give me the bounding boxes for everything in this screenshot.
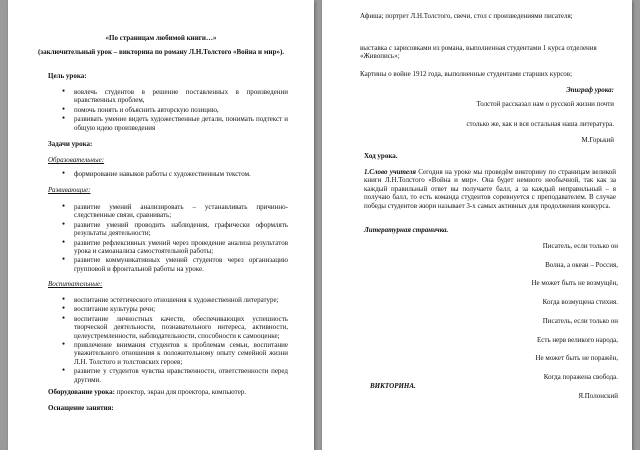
- developing-heading: Развивающие:: [48, 186, 91, 194]
- poem-line: Не может быть не поражён,: [535, 354, 618, 363]
- course-heading: Ход урока.: [364, 152, 398, 160]
- list-item: ● привлечение внимания студентов к проблемам семьи, воспитание уважительного отношения к положительному опыту семейной жизни Л.Н. Толстого и толстовских героев;: [60, 341, 288, 366]
- list-item: ● вовлечь студентов в решение поставленных в произведении нравственных проблем,: [60, 88, 288, 105]
- equipment-label: Оборудование урока:: [48, 388, 115, 396]
- list-item: ● воспитание личностных качеств, обеспечивающих успешность творческой деятельности, познавательного интереса, активности, целеустремленности, наблюдательности, способности к самооценке;: [60, 315, 288, 340]
- outfit-heading: Оснащение занятия:: [48, 404, 114, 412]
- epigraph-heading: Эпиграф урока:: [566, 86, 614, 94]
- page-subtitle: (заключительный урок – викторина по роману Л.Н.Толстого «Война и мир»).: [37, 48, 285, 56]
- quiz-heading: ВИКТОРИНА.: [370, 382, 416, 390]
- educational-list: [60, 170, 288, 179]
- body-line: Картины о войне 1912 года, выполненные студентами старших курсов;: [360, 70, 573, 78]
- equipment-line: [48, 388, 298, 396]
- goal-list: [60, 88, 288, 133]
- list-item: ● формирование навыков работы с художественным текстом.: [60, 170, 288, 178]
- equipment-text: проектор, экран для проектора, компьютер.: [114, 388, 247, 396]
- literary-heading: Литературная страничка.: [364, 226, 449, 234]
- list-item: ● воспитание культуры речи;: [60, 305, 288, 313]
- list-item: ● развивать умение видеть художественные детали, понимать подтекст и общую идею произведения: [60, 115, 288, 132]
- epigraph-line: столько же, как и вся остальная наша литература.: [466, 120, 614, 128]
- poem-author: Я.Полонский: [578, 391, 618, 400]
- list-item: ● развитие рефлексивных умений через проведение анализа результатов урока и самоанализа самостоятельной работы;: [60, 239, 288, 256]
- list-item: ● развитие умений проводить наблюдения, графически оформлять результаты деятельности;: [60, 221, 288, 238]
- body-line: Афиша; портрет Л.Н.Толстого, свечи, стол с произведениями писателя;: [360, 12, 573, 20]
- list-item: ● развитие умений анализировать – устанавливать причинно-следственные связи, сравнивать;: [60, 203, 288, 220]
- goal-heading: Цель урока:: [48, 72, 87, 80]
- teacher-label: 1.Слово учителя: [364, 168, 416, 176]
- poem-line: Писатель, если только он: [542, 316, 618, 325]
- upbringing-list: [60, 296, 288, 385]
- left-document-page: [8, 0, 314, 450]
- poem-line: Есть нерв великого народа,: [537, 335, 618, 344]
- epigraph-line: Толстой рассказал нам о русской жизни почти: [476, 100, 614, 108]
- list-item: ● воспитание эстетического отношения к художественной литературе;: [60, 296, 288, 304]
- page-title: «По страницам любимой книги…»: [105, 34, 217, 42]
- body-line: выставка с зарисовками из романа, выполненная студентами 1 курса отделения «Живопись»;: [360, 44, 597, 61]
- poem-line: Волна, а океан – Россия,: [545, 260, 618, 269]
- educational-heading: Образовательные:: [48, 156, 105, 164]
- list-item: ● развитие коммуникативных умений студентов через организацию групповой и фронтальной работы на уроке.: [60, 256, 288, 273]
- poem-line: Когда поражена свобода.: [543, 372, 618, 381]
- list-item: ● помочь понять и объяснить авторскую позицию,: [60, 106, 288, 114]
- teacher-text: Сегодня на уроке мы проведём викторину по страницам великой книги Л.Н.Толстого «Война и мир». Она будет немного необычной, так как за каждый правильный ответ вы получаете балл, а за каждый неправильный – я получаю балл, то есть команда студентов соревнуется с преподавателем. В случае победы студентов жюри называет 3-х самых активных для продолжения конкурса.: [364, 168, 616, 210]
- developing-list: [60, 203, 288, 274]
- poem-line: Когда возмущена стихия.: [542, 298, 618, 307]
- upbringing-heading: Воспитательные:: [48, 280, 103, 288]
- tasks-heading: Задачи урока:: [48, 140, 93, 148]
- epigraph-author: М.Горький: [581, 136, 614, 144]
- teacher-paragraph: [364, 168, 616, 210]
- list-item: ● развитие у студентов чувства нравственности, ответственности перед другими.: [60, 367, 288, 384]
- right-document-page: [322, 0, 632, 450]
- poem-line: Писатель, если только он: [542, 242, 618, 250]
- poem-line: Не может быть не возмущён,: [531, 279, 618, 288]
